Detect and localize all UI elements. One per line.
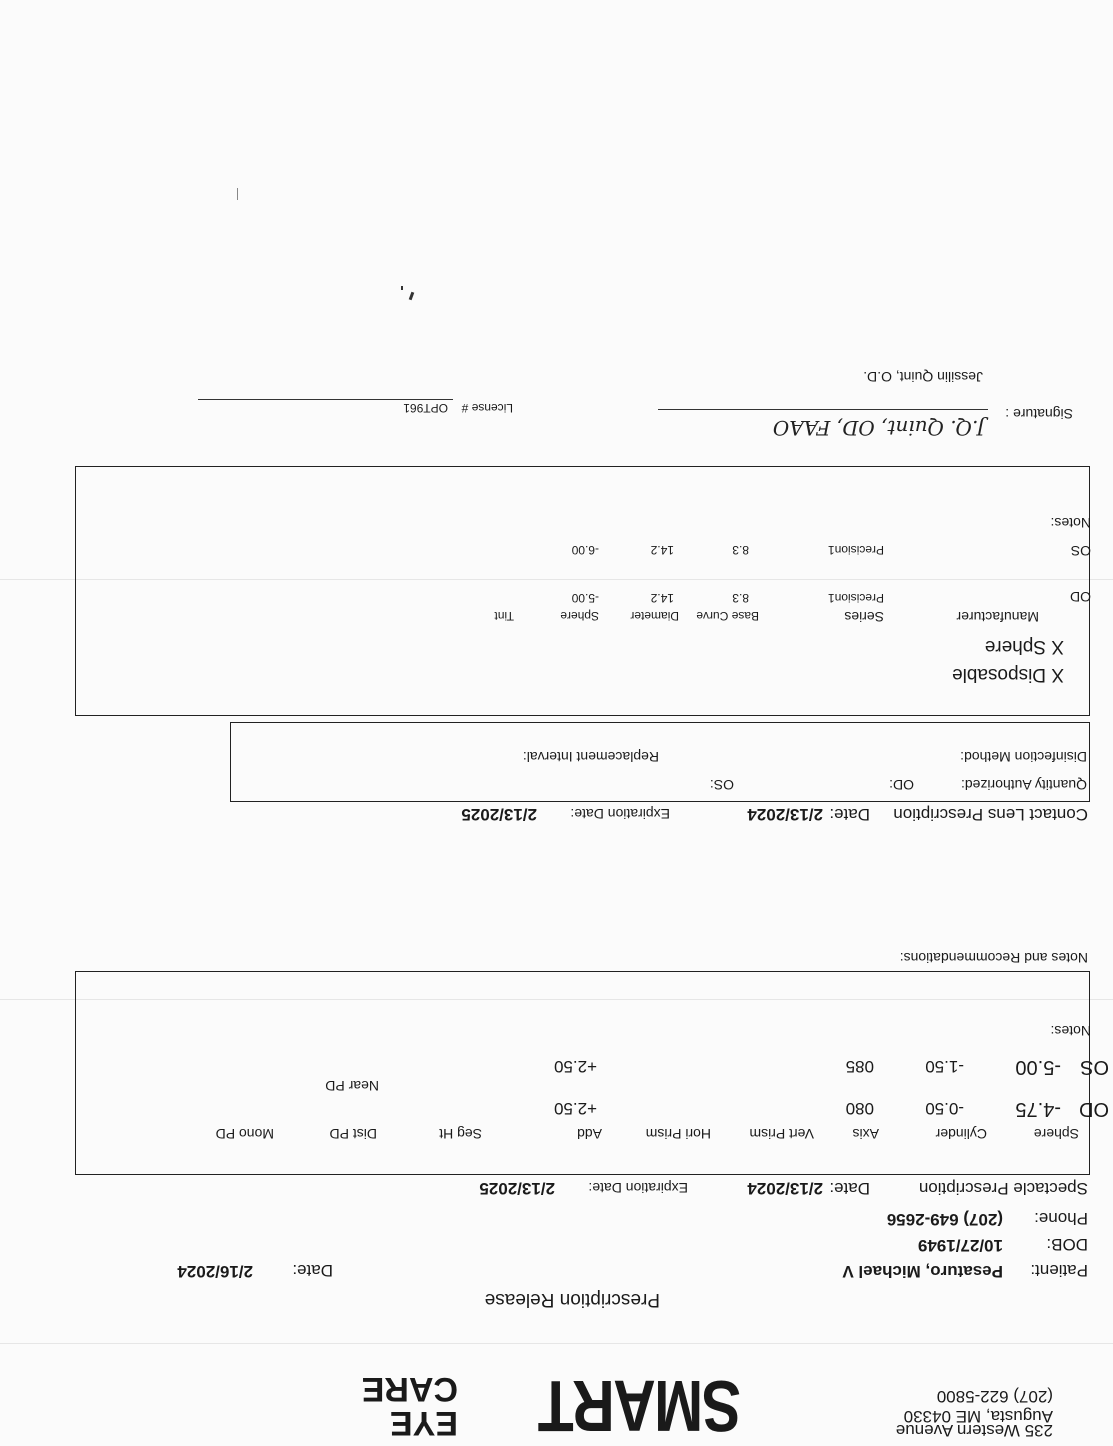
col-header-cylinder: Cylinder xyxy=(935,1126,987,1142)
col-header-tint: Tint xyxy=(494,609,514,623)
disinfection-method-label: Disinfection Method: xyxy=(960,749,1087,765)
contact-exp-date: 2/13/2025 xyxy=(461,805,537,824)
logo-eye-text: EYE xyxy=(389,1404,458,1442)
dob-label: DOB: xyxy=(1046,1235,1088,1254)
spectacle-os-sphere: -5.00 xyxy=(1015,1056,1061,1078)
contact-os-sphere: -6.00 xyxy=(571,543,599,557)
replacement-interval-label: Replacement Interval: xyxy=(522,749,659,765)
contact-date-label: Date: xyxy=(829,805,870,824)
contact-od-label: OD xyxy=(1070,589,1091,605)
spectacle-os-cylinder: -1.50 xyxy=(925,1057,964,1076)
col-header-add: Add xyxy=(577,1126,602,1142)
spectacle-date-label: Date: xyxy=(829,1179,870,1198)
contact-notes-label: Notes: xyxy=(1050,515,1091,531)
col-header-sphere: Sphere xyxy=(560,609,599,623)
col-header-mono-pd: Mono PD xyxy=(215,1126,274,1142)
spectacle-od-axis: 080 xyxy=(845,1099,874,1118)
spectacle-os-label: OS xyxy=(1080,1056,1109,1078)
patient-name: Pesaturo, Michael V xyxy=(842,1262,1003,1281)
spectacle-box xyxy=(75,971,1109,1175)
col-header-dist-pd: Dist PD xyxy=(329,1126,377,1142)
signature-graphic: J.Q. Quint, OD, FAAO xyxy=(772,416,985,440)
col-header-sphere: Sphere xyxy=(1033,1126,1079,1142)
contact-title: Contact Lens Prescription xyxy=(893,805,1088,824)
contact-od-diameter: 14.2 xyxy=(650,591,674,605)
col-header-series: Series xyxy=(844,609,884,625)
spectacle-od-label: OD xyxy=(1079,1098,1109,1120)
scan-mark xyxy=(237,188,238,200)
contact-exp-label: Expiration Date: xyxy=(570,806,670,822)
contact-lens-box xyxy=(75,466,1090,716)
quantity-os-label: OS: xyxy=(709,777,734,793)
col-header-axis: Axis xyxy=(852,1126,879,1142)
release-date: 2/16/2024 xyxy=(177,1262,253,1281)
fold-line xyxy=(0,1343,1113,1344)
clinic-address-line1: 235 Western Avenue xyxy=(895,1421,1053,1440)
contact-quantity-box xyxy=(230,722,1090,802)
spectacle-od-sphere: -4.75 xyxy=(1015,1098,1061,1120)
contact-od-base-curve: 8.3 xyxy=(732,591,749,605)
sphere-checkbox: X Sphere xyxy=(984,636,1064,657)
spectacle-os-axis: 085 xyxy=(845,1057,874,1076)
spectacle-od-add: +2.50 xyxy=(553,1099,597,1118)
spectacle-od-cylinder: -0.50 xyxy=(925,1099,964,1118)
license-label: License # xyxy=(461,401,513,415)
license-line xyxy=(198,399,453,400)
quantity-od-label: OD: xyxy=(889,777,914,793)
spectacle-os-add: +2.50 xyxy=(553,1057,597,1076)
patient-label: Patient: xyxy=(1030,1261,1088,1280)
col-header-manufacturer: Manufacturer xyxy=(956,609,1039,625)
logo-care-text: CARE xyxy=(361,1370,458,1408)
logo-smart-text: SMART xyxy=(539,1365,741,1445)
contact-os-series: Precision1 xyxy=(827,543,884,557)
phone-label: Phone: xyxy=(1034,1209,1088,1228)
contact-os-base-curve: 8.3 xyxy=(732,543,749,557)
spectacle-exp-label: Expiration Date: xyxy=(588,1180,688,1196)
spectacle-date: 2/13/2024 xyxy=(747,1179,823,1198)
date-label: Date: xyxy=(292,1261,333,1280)
contact-os-diameter: 14.2 xyxy=(650,543,674,557)
col-header-hori-prism: Hori Prism xyxy=(645,1126,711,1142)
license-number: OPT961 xyxy=(403,401,448,415)
scan-mark xyxy=(401,286,403,290)
quantity-authorized-label: Quantity Authorized: xyxy=(960,777,1087,793)
near-pd-label: Near PD xyxy=(325,1078,379,1094)
recommendations-label: Notes and Recommendations: xyxy=(899,950,1088,966)
col-header-diameter: Diameter xyxy=(630,609,679,623)
contact-od-series: Precision1 xyxy=(827,591,884,605)
disposable-checkbox: X Disposable xyxy=(952,664,1064,685)
scan-mark xyxy=(409,292,415,301)
document-title: Prescription Release xyxy=(484,1289,660,1310)
signature-line xyxy=(658,409,988,410)
col-header-vert-prism: Vert Prism xyxy=(749,1126,814,1142)
dob-value: 10/27/1949 xyxy=(917,1236,1003,1255)
signature-label: Signature : xyxy=(1005,406,1073,422)
clinic-phone: (207) 622-5800 xyxy=(936,1387,1053,1406)
col-header-base-curve: Base Curve xyxy=(696,609,759,623)
clinic-address-line2: Augusta, ME 04330 xyxy=(903,1407,1053,1426)
contact-os-label: OS xyxy=(1070,543,1091,559)
doctor-name: Jessilin Quint, O.D. xyxy=(863,369,983,385)
col-header-seg-ht: Seg Ht xyxy=(439,1126,482,1142)
spectacle-notes-label: Notes: xyxy=(1050,1023,1091,1039)
spectacle-title: Spectacle Prescription xyxy=(918,1179,1088,1198)
phone-value: (207) 649-2656 xyxy=(886,1210,1003,1229)
contact-od-sphere: -5.00 xyxy=(571,591,599,605)
contact-date: 2/13/2024 xyxy=(747,805,823,824)
spectacle-exp-date: 2/13/2025 xyxy=(479,1179,555,1198)
